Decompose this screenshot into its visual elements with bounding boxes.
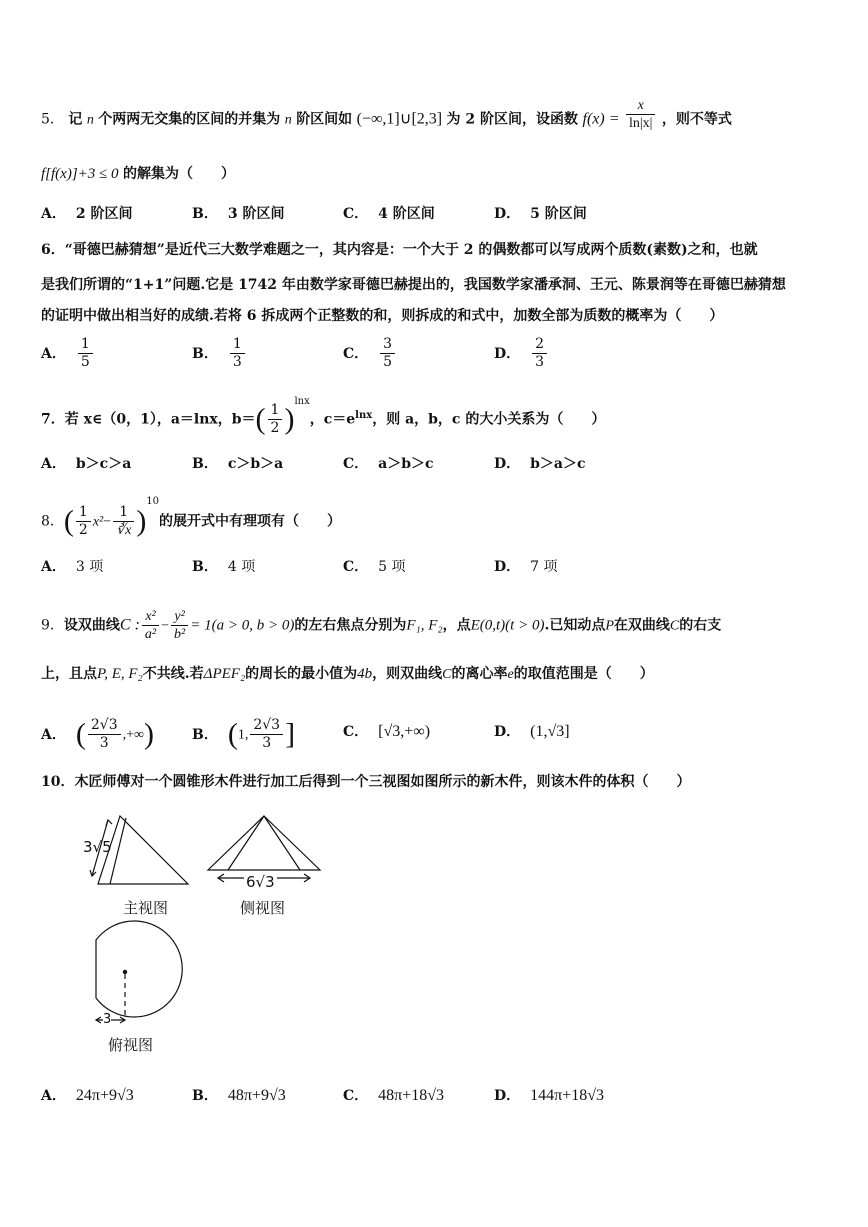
q10-option-a[interactable] xyxy=(41,1086,134,1106)
q9-option-c[interactable] xyxy=(343,722,430,742)
q5-f-fraction xyxy=(626,97,656,132)
option-fraction xyxy=(78,336,93,371)
option-label: A． xyxy=(41,559,66,575)
q5-option-c[interactable] xyxy=(343,204,435,224)
q5-n2: n xyxy=(284,112,292,128)
option-text: 24π+9√3 xyxy=(75,1087,134,1104)
top-view xyxy=(96,921,182,1023)
q5-option-b[interactable] xyxy=(192,204,284,224)
frac-den: 2 xyxy=(270,420,280,436)
option-text: 3 阶区间 xyxy=(227,206,285,222)
option-text: 48π+9√3 xyxy=(227,1087,286,1104)
q9-x-fraction xyxy=(142,608,159,643)
frac-num: y² xyxy=(171,608,188,626)
frac-num: 1 xyxy=(78,336,93,354)
q7-option-a[interactable] xyxy=(41,454,131,474)
q9-curve-name: C : xyxy=(119,616,140,634)
option-text: 4 项 xyxy=(227,559,256,575)
q9-point-e: E(0,t)(t > 0) xyxy=(470,617,545,634)
q9-condition: = 1(a > 0, b > 0) xyxy=(190,617,295,634)
q7-option-d[interactable] xyxy=(494,454,586,474)
frac-num: 2 xyxy=(532,336,547,354)
q9-text-d: .已知动点 xyxy=(544,617,606,634)
paren-close: ] xyxy=(285,717,296,751)
frac-den: 3 xyxy=(262,735,272,751)
option-text: 2 阶区间 xyxy=(75,206,133,222)
q7-b-fraction xyxy=(268,402,283,437)
q6-option-b[interactable] xyxy=(192,336,247,371)
q8-term1-var: x² xyxy=(92,514,104,530)
option-label: D． xyxy=(494,1088,521,1104)
option-text: 5 阶区间 xyxy=(530,206,587,222)
option-text: [√3,+∞) xyxy=(378,723,431,740)
frac-num: 1 xyxy=(113,504,134,522)
q8-option-d[interactable] xyxy=(494,557,558,577)
frac-num: x² xyxy=(142,608,159,626)
option-text: 7 项 xyxy=(530,559,558,575)
q6-line3: 的证明中做出相当好的成绩.若将 6 拆成两个正整数的和，则拆成的和式中，加数全部为质数的概率为（ ） xyxy=(41,308,724,324)
q5-text-c: 阶区间如 xyxy=(296,111,353,128)
paren-open: ( xyxy=(255,402,266,436)
q5-text-e: ，则不等式 xyxy=(661,111,732,128)
option-text: c＞b＞a xyxy=(227,456,284,472)
q9-text-f: 的右支 xyxy=(679,617,722,634)
frac-den: 3 xyxy=(232,354,242,370)
option-label: A． xyxy=(41,206,66,222)
q7-b-exponent: lnx xyxy=(294,395,310,407)
option-fraction xyxy=(532,336,547,371)
option-text: 4 阶区间 xyxy=(378,206,435,222)
paren-close: ) xyxy=(136,504,147,538)
q10-option-d[interactable] xyxy=(494,1086,604,1106)
option-label: A． xyxy=(41,456,66,472)
option-fraction xyxy=(230,336,245,371)
paren-close: ) xyxy=(144,717,155,751)
frac-den: 3 xyxy=(535,354,545,370)
q6-option-a[interactable] xyxy=(41,336,95,371)
q5-line1 xyxy=(41,98,732,132)
frac-num: 2√3 xyxy=(88,717,121,735)
option-label: A． xyxy=(41,1088,66,1104)
q9-4b: 4b xyxy=(357,666,373,682)
frac-num: 1 xyxy=(76,504,91,522)
q9-line2-b: 不共线.若 xyxy=(142,666,204,682)
q5-text-b: 个两两无交集的区间的并集为 xyxy=(98,111,281,128)
option-label: D． xyxy=(494,206,521,222)
q9-number: 9． xyxy=(41,617,64,634)
q5-option-a[interactable] xyxy=(41,204,133,224)
option-label: B． xyxy=(192,345,218,362)
q7-option-c[interactable] xyxy=(343,454,434,474)
q5-text-f: 的解集为（ ） xyxy=(122,166,235,182)
frac-den: 2 xyxy=(78,522,88,538)
q9-y-fraction xyxy=(171,608,188,643)
q6-option-c[interactable] xyxy=(343,336,397,371)
q5-option-d[interactable] xyxy=(494,204,587,224)
option-label: B． xyxy=(192,456,218,472)
q9-text-e: 在双曲线 xyxy=(613,617,670,634)
option-label: B． xyxy=(192,206,218,222)
front-view-label: 主视图 xyxy=(123,899,169,917)
option-fraction xyxy=(380,336,395,371)
option-label: D． xyxy=(494,724,521,740)
option-label: A． xyxy=(41,345,66,362)
frac-den: 3 xyxy=(99,735,109,751)
q9-line2-c: 的周长的最小值为 xyxy=(245,666,358,682)
q8-exponent: 10 xyxy=(146,495,160,507)
q9-text-a: 设双曲线 xyxy=(63,617,120,634)
option-text: b＞a＞c xyxy=(530,456,586,472)
q8-term1-fraction xyxy=(76,504,91,539)
frac-den: b² xyxy=(174,627,186,642)
q7-text-c: ，则 a，b，c 的大小关系为（ ） xyxy=(372,411,606,428)
q10-text: 木匠师傅对一个圆锥形木件进行加工后得到一个三视图如图所示的新木件，则该木件的体积（ ） xyxy=(74,774,691,790)
front-dimension-label: 3√5 xyxy=(83,838,112,856)
option-label: B． xyxy=(192,559,218,575)
q9-option-d[interactable] xyxy=(494,722,570,742)
option-text: 48π+18√3 xyxy=(378,1087,445,1104)
q9-foci: F₁, F₂ xyxy=(406,617,443,634)
q7-c-exponent: lnx xyxy=(355,409,373,421)
frac-den: a² xyxy=(144,627,157,642)
q6-number: 6． xyxy=(41,242,65,258)
frac-num: 3 xyxy=(380,336,395,354)
q9-triangle: ΔPEF₂ xyxy=(203,666,246,682)
three-view-figure xyxy=(80,808,330,1058)
q8-option-b[interactable] xyxy=(192,557,255,577)
option-rest: ,+∞ xyxy=(122,727,145,743)
q6-text-1: “哥德巴赫猜想”是近代三大数学难题之一，其内容是：一个大于 2 的偶数都可以写成两个质数(素数)之和，也就 xyxy=(64,242,758,258)
q9-option-a[interactable] xyxy=(41,717,154,752)
option-text: 5 项 xyxy=(378,559,406,575)
option-label: D． xyxy=(494,559,521,575)
q8-option-c[interactable] xyxy=(343,557,406,577)
option-label: C． xyxy=(343,345,369,362)
q9-line2-d: ，则双曲线 xyxy=(372,666,443,682)
option-fraction xyxy=(250,717,283,752)
option-label: B． xyxy=(192,726,218,743)
q5-inequality: f[f(x)]+3 ≤ 0 xyxy=(41,166,119,182)
option-text: (1,√3] xyxy=(530,723,570,740)
q8-term2-fraction xyxy=(113,504,134,539)
q6-line1 xyxy=(41,240,758,260)
option-label: B． xyxy=(192,1088,218,1104)
option-label: D． xyxy=(494,345,521,362)
q9-c: C xyxy=(669,618,680,634)
q9-c2: C xyxy=(442,667,452,682)
q9-line2-f: 的取值范围是（ ） xyxy=(513,666,654,682)
q5-interval-expr: (−∞,1]∪[2,3] xyxy=(356,110,443,128)
option-pre: 1, xyxy=(237,727,249,743)
q9-text-c: ，点 xyxy=(442,617,471,634)
side-view-label: 侧视图 xyxy=(240,899,286,917)
q5-n: n xyxy=(86,112,94,128)
option-text: a＞b＞c xyxy=(378,456,434,472)
q5-number: 5． xyxy=(41,111,64,128)
option-label: C． xyxy=(343,206,369,222)
paren-open: ( xyxy=(75,717,86,751)
q5-f-den: ln|x| xyxy=(628,116,653,131)
paren-open: ( xyxy=(63,504,74,538)
q5-text-a: 记 xyxy=(68,111,83,128)
q5-line2 xyxy=(41,164,235,184)
frac-num: 1 xyxy=(230,336,245,354)
option-label: C． xyxy=(343,1088,369,1104)
q10-number: 10． xyxy=(41,774,75,790)
q8-text: 的展开式中有理项有（ ） xyxy=(159,513,342,530)
option-label: C． xyxy=(343,456,369,472)
q10-option-b[interactable] xyxy=(192,1086,286,1106)
q7-number: 7． xyxy=(41,411,65,428)
q5-text-d: 为 2 阶区间，设函数 xyxy=(446,111,579,128)
top-view-label: 俯视图 xyxy=(108,1036,154,1054)
frac-den: 5 xyxy=(80,354,90,370)
q9-line2-e: 的离心率 xyxy=(451,666,508,682)
q9-line2-a: 上，且点 xyxy=(41,666,97,682)
q6-option-d[interactable] xyxy=(494,336,549,371)
q7-text-a: 若 x∈（0，1），a＝lnx，b＝ xyxy=(64,411,256,428)
q8-line1 xyxy=(41,495,342,539)
frac-den: ∛x xyxy=(116,523,132,538)
q9-option-b[interactable] xyxy=(192,717,295,752)
side-dimension-label: 6√3 xyxy=(246,873,275,891)
q7-line1 xyxy=(41,395,606,437)
paren-open: ( xyxy=(227,717,238,751)
paren-close: ) xyxy=(284,402,295,436)
option-label: D． xyxy=(494,456,521,472)
option-text: 144π+18√3 xyxy=(530,1087,605,1104)
q9-line1: 9．设双曲线C : $\frac{\text{x²}}{\text{a²}}$ − $\frac{\text{y²}}{\text{b²}}$ = 1(a > 0, b > 0)的左右焦点分别为F₁, F₂，点E(0,t)(t > 0).已知动点P在双曲线C的右支 xyxy=(41,609,722,642)
q5-f-lhs: f(x) = xyxy=(582,110,620,128)
q10-option-c[interactable] xyxy=(343,1086,444,1106)
q7-option-b[interactable] xyxy=(192,454,283,474)
option-label: C． xyxy=(343,559,369,575)
q9-p: P xyxy=(605,618,614,634)
q9-e: e xyxy=(507,667,514,682)
frac-num: 1 xyxy=(268,402,283,420)
top-dimension-label: 3 xyxy=(103,1012,112,1027)
q9-points: P, E, F₂ xyxy=(97,666,143,682)
q10-line1 xyxy=(41,772,690,792)
q6-line2: 是我们所谓的“1+1”问题.它是 1742 年由数学家哥德巴赫提出的，我国数学家潘承洞、王元、陈景润等在哥德巴赫猜想 xyxy=(41,277,786,293)
frac-den: 5 xyxy=(383,354,393,370)
q8-option-a[interactable] xyxy=(41,557,103,577)
option-fraction xyxy=(88,717,121,752)
q8-minus: − xyxy=(103,514,112,530)
q7-text-b: ，c＝e xyxy=(309,411,356,428)
q5-f-num: x xyxy=(626,97,656,115)
option-label: C． xyxy=(343,724,369,740)
option-text: 3 项 xyxy=(75,559,104,575)
option-text: b＞c＞a xyxy=(75,456,132,472)
frac-num: 2√3 xyxy=(250,717,283,735)
q9-text-b: 的左右焦点分别为 xyxy=(294,617,407,634)
option-label: A． xyxy=(41,726,66,743)
q9-line2 xyxy=(41,664,654,685)
q8-number: 8． xyxy=(41,513,64,530)
